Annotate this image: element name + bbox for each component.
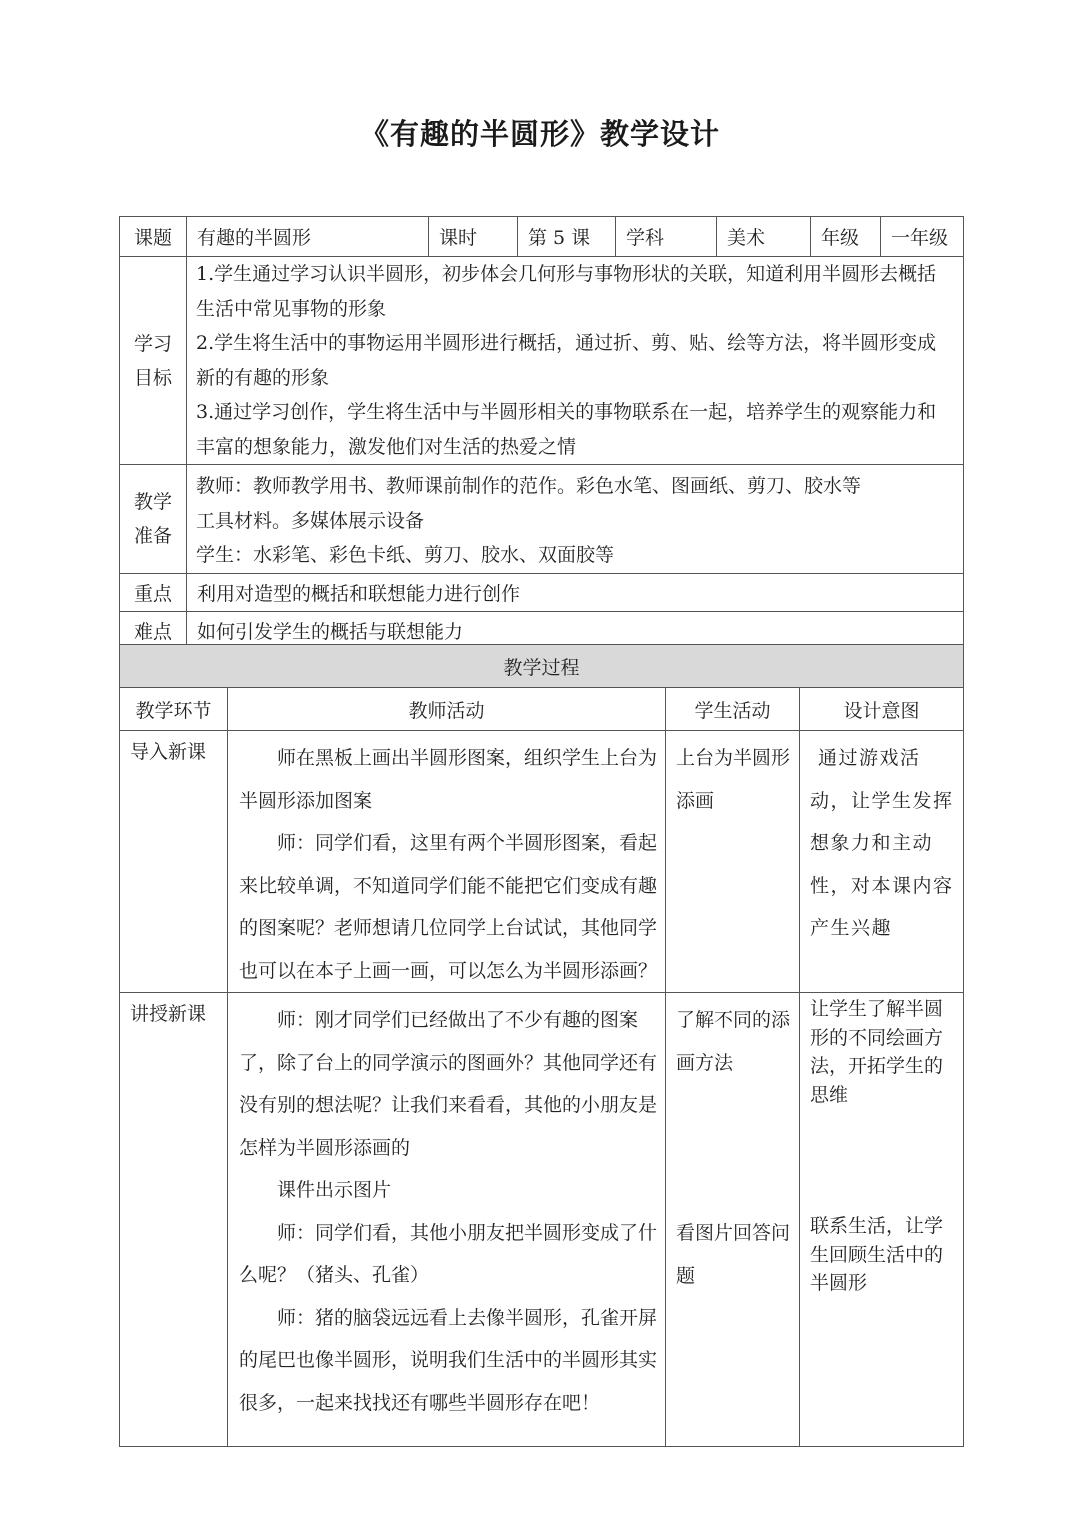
student-paragraph: 上台为半圆形添画 — [676, 747, 791, 812]
goals-label — [120, 257, 187, 465]
col-header-student: 学生活动 — [666, 688, 800, 731]
design-intent-cell — [800, 993, 964, 1447]
col-header-teacher: 教师活动 — [228, 688, 666, 731]
key-point-label: 重点 — [120, 573, 187, 611]
topic-label: 课题 — [120, 217, 187, 257]
process-header-row — [120, 688, 964, 731]
teacher-paragraph: 师：同学们看，这里有两个半圆形图案，看起来比较单调，不知道同学们能不能把它们变成有趣的图案呢？老师想请几位同学上台试试，其他同学也可以在本子上画一画，可以怎么为半圆形添画？ — [239, 832, 658, 982]
goals-label-line1: 学习 — [133, 332, 172, 355]
prep-teacher-line2: 工具材料。多媒体展示设备 — [196, 509, 425, 532]
prep-label — [120, 465, 187, 574]
student-activity-cell — [666, 993, 800, 1447]
subject-value: 美术 — [717, 217, 811, 257]
student-activity-cell — [666, 731, 800, 993]
teacher-paragraph: 师：同学们看，其他小朋友把半圆形变成了什么呢？（猪头、孔雀） — [239, 1221, 658, 1286]
prep-label-line1: 教学 — [133, 490, 172, 513]
student-paragraph: 看图片回答问题 — [676, 1222, 791, 1287]
prep-label-line2: 准备 — [133, 524, 172, 547]
period-label: 课时 — [429, 217, 518, 257]
intent-paragraph: 联系生活，让学生回顾生活中的半圆形 — [810, 1215, 944, 1294]
design-intent-cell: 通过游戏活动，让学生发挥想象力和主动性，对本课内容产生兴趣 — [800, 731, 964, 993]
grade-value: 一年级 — [881, 217, 964, 257]
process-table — [119, 644, 964, 1447]
period-value: 第 5 课 — [518, 217, 616, 257]
info-row — [120, 217, 964, 257]
col-header-step: 教学环节 — [120, 688, 228, 731]
topic-value: 有趣的半圆形 — [187, 217, 429, 257]
step-cell: 导入新课 — [120, 731, 228, 993]
goal-item-2: 2.学生将生活中的事物运用半圆形进行概括，通过折、剪、贴、绘等方法，将半圆形变成新的有趣的形象 — [196, 332, 937, 389]
grade-label: 年级 — [811, 217, 881, 257]
goal-item-1: 1.学生通过学习认识半圆形，初步体会几何形与事物形状的关联，知道利用半圆形去概括生活中常见事物的形象 — [196, 263, 937, 320]
prep-student: 学生：水彩笔、彩色卡纸、剪刀、胶水、双面胶等 — [196, 544, 615, 566]
step-cell: 讲授新课 — [120, 993, 228, 1447]
col-header-intent: 设计意图 — [800, 688, 964, 731]
prep-row — [120, 465, 964, 574]
subject-label: 学科 — [616, 217, 717, 257]
goals-row — [120, 257, 964, 465]
goals-label-line2: 目标 — [133, 366, 172, 389]
spacer — [810, 1109, 955, 1212]
page-title: 《有趣的半圆形》教学设计 — [359, 117, 720, 151]
process-heading: 教学过程 — [120, 645, 964, 688]
process-row-intro — [120, 731, 964, 993]
intent-paragraph: 让学生了解半圆形的不同绘画方法，开拓学生的思维 — [810, 998, 944, 1106]
goal-item-3: 3.通过学习创作，学生将生活中与半圆形相关的事物联系在一起，培养学生的观察能力和丰富的想象能力，激发他们对生活的热爱之情 — [196, 401, 937, 458]
teacher-paragraph: 课件出示图片 — [277, 1179, 392, 1201]
teacher-paragraph: 师：刚才同学们已经做出了不少有趣的图案了，除了台上的同学演示的图画外？其他同学还有没有别的想法呢？让我们来看看，其他的小朋友是怎样为半圆形添画的 — [239, 1009, 658, 1159]
goals-content — [187, 257, 964, 465]
teacher-activity-cell — [228, 731, 666, 993]
teacher-activity-cell — [228, 993, 666, 1447]
key-point-row — [120, 573, 964, 611]
teacher-paragraph: 师在黑板上画出半圆形图案，组织学生上台为半圆形添加图案 — [239, 747, 658, 812]
process-heading-row — [120, 645, 964, 688]
difficulty-label: 难点 — [120, 611, 187, 649]
difficulty-value: 如何引发学生的概括与联想能力 — [187, 611, 964, 649]
student-paragraph: 了解不同的添画方法 — [676, 1009, 791, 1074]
prep-teacher-line1: 教师：教师教学用书、教师课前制作的范作。彩色水笔、图画纸、剪刀、胶水等 — [196, 475, 862, 497]
process-row-new-lesson — [120, 993, 964, 1447]
info-table — [119, 216, 964, 650]
spacer — [676, 1084, 791, 1212]
key-point-value: 利用对造型的概括和联想能力进行创作 — [187, 573, 964, 611]
prep-content — [187, 465, 964, 574]
teacher-paragraph: 师：猪的脑袋远远看上去像半圆形，孔雀开屏的尾巴也像半圆形，说明我们生活中的半圆形其实很多，一起来找找还有哪些半圆形存在吧！ — [239, 1306, 658, 1414]
